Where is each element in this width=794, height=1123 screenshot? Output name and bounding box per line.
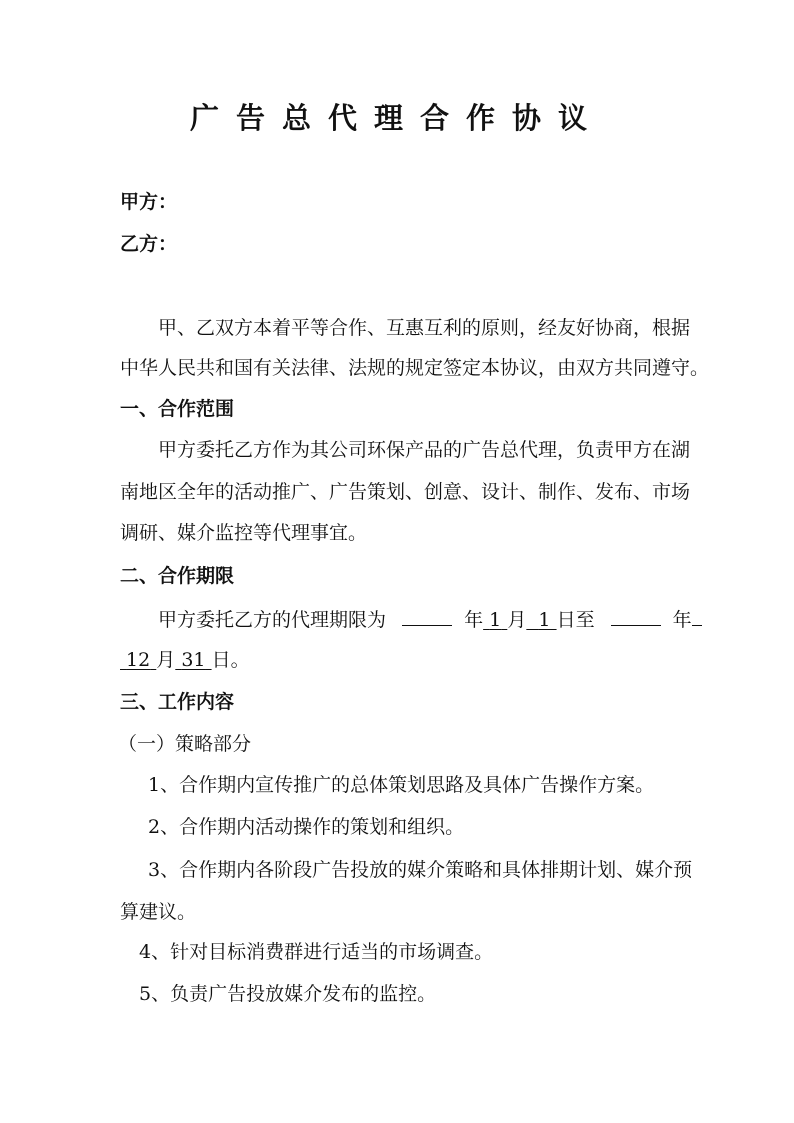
start-month-label: 月 — [507, 609, 527, 631]
section-2-heading: 二、合作期限 — [120, 565, 235, 587]
end-year-tail — [692, 606, 702, 626]
start-month-value: 1 — [489, 609, 502, 631]
work-item-3-cont: 算建议。 — [120, 901, 197, 923]
start-year-blank — [402, 606, 452, 626]
section-3-subheading: （一）策略部分 — [118, 733, 252, 755]
section-1-line-2: 南地区全年的活动推广、广告策划、创意、设计、制作、发布、市场 — [120, 481, 691, 503]
start-day-value: 1 — [538, 609, 551, 631]
party-a-label: 甲方： — [120, 191, 178, 213]
section-1-line-1: 甲方委托乙方作为其公司环保产品的广告总代理，负责甲方在湖 — [158, 439, 691, 461]
end-year-label: 年 — [672, 609, 692, 631]
work-item-1: 1、合作期内宣传推广的总体策划思路及具体广告操作方案。 — [148, 774, 655, 796]
term-prefix: 甲方委托乙方的代理期限为 — [158, 609, 387, 631]
term-line-2 — [120, 648, 250, 672]
section-1-line-3: 调研、媒介监控等代理事宜。 — [120, 522, 368, 544]
end-day-value: 31 — [181, 649, 206, 671]
work-item-5: 5、负责广告投放媒介发布的监控。 — [139, 983, 437, 1005]
end-suffix: 日。 — [211, 649, 250, 671]
work-item-2: 2、合作期内活动操作的策划和组织。 — [148, 816, 465, 838]
document-title: 广告总代理合作协议 — [189, 101, 604, 135]
work-item-4: 4、针对目标消费群进行适当的市场调查。 — [139, 941, 494, 963]
end-year-blank — [611, 606, 661, 626]
start-year-label: 年 — [464, 609, 484, 631]
work-item-3: 3、合作期内各阶段广告投放的媒介策略和具体排期计划、媒介预 — [148, 859, 693, 881]
preamble-line-2: 中华人民共和国有关法律、法规的规定签定本协议，由双方共同遵守。 — [120, 357, 710, 379]
to-label: 日至 — [556, 609, 595, 631]
preamble-line-1: 甲、乙双方本着平等合作、互惠互利的原则，经友好协商，根据 — [158, 317, 691, 339]
end-month-value: 12 — [126, 649, 151, 671]
section-3-heading: 三、工作内容 — [120, 691, 235, 713]
term-line-1 — [158, 606, 702, 632]
party-b-label: 乙方： — [120, 233, 178, 255]
section-1-heading: 一、合作范围 — [120, 398, 235, 420]
end-month-label: 月 — [156, 649, 176, 671]
